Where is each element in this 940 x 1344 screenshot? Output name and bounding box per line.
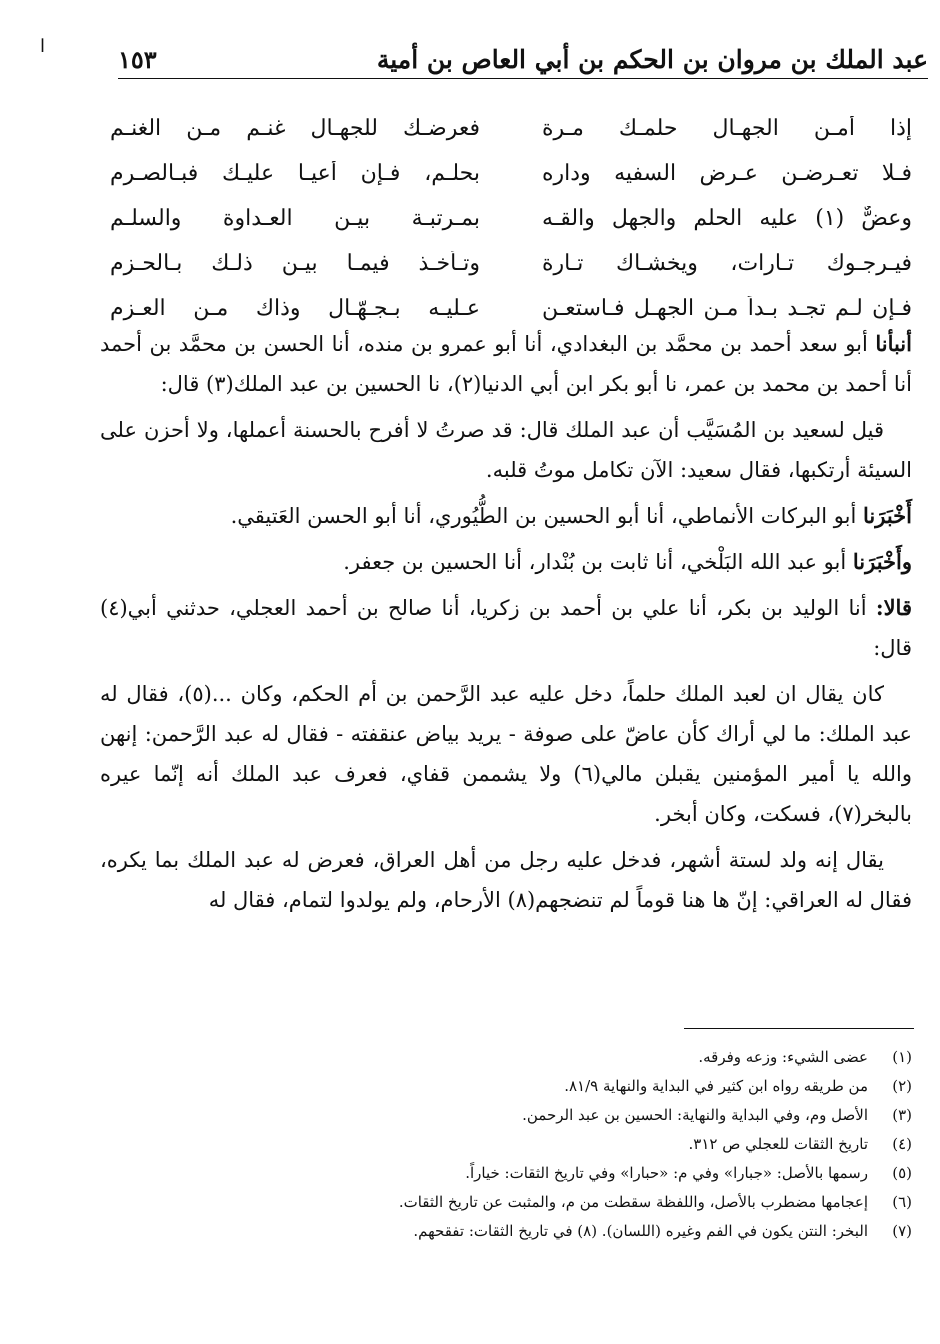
footnote-number: (١) [892,1047,912,1066]
paragraph [100,324,912,404]
verse-left-hemistich: عـليـه بـجـهّـال وذاك مـن العـزم [110,296,480,321]
isnad-lead: وأَخْبَرَنا [852,549,912,574]
verse-right-hemistich: وعضٌّ (١) عليه الحلم والجهل والقـه [542,206,912,231]
poem-verse [110,241,912,286]
verse-right-hemistich: إذا أمـن الجهـال حلمـك مـرة [542,116,912,141]
poem-verse [110,196,912,241]
verse-left-hemistich: بمـرتبـة بيـن العـداوة والسلـم [110,206,480,231]
verse-left-hemistich: وتـأخـذ فيمـا بيـن ذلـك بـالحـزم [110,251,480,276]
footnote-number: (٦) [892,1192,912,1211]
isnad-lead: قالا: [875,595,912,620]
verse-left-hemistich: بحلـم، فـإن أعيـا عليـك فبـالصـرم [110,161,480,186]
paragraph-text: أنا الوليد بن بكر، أنا علي بن أحمد بن زكريا، أنا صالح بن أحمد العجلي، حدثني أبي(٤) قال: [100,596,912,660]
page-number: ١٥٣ [118,45,157,74]
footnote-text: عضى الشيء: وزعه وفرقه. [698,1047,868,1066]
footnote-number: (٤) [892,1134,912,1153]
poem [110,106,912,331]
paragraph-text: يقال إنه ولد لستة أشهر، فدخل عليه رجل من أهل العراق، فعرض له عبد الملك بما يكره، فقال له العراقي: إنّ ها هنا قوماً لم تنضجهم(٨) الأرحام، ولم يولدوا لتمام، فقال له [100,848,912,912]
paragraph-text: أبو سعد أحمد بن محمَّد بن البغدادي، أنا أبو عمرو بن منده، أنا الحسن بن محمَّد بن أحمد أنا أحمد بن محمد بن عمر، نا أبو بكر ابن أبي الدنيا(٢)، نا الحسين بن عبد الملك(٣) قال: [100,332,912,396]
footnote-number: (٥) [892,1163,912,1182]
margin-mark: ا [40,36,46,57]
paragraph-text: أبو البركات الأنماطي، أنا أبو الحسين بن الطُّيُوري، أنا أبو الحسن العَتيقي. [230,504,864,528]
footnote [200,1100,912,1129]
footnote-number: (٧) [892,1221,912,1240]
paragraph-text: كان يقال ان لعبد الملك حلماً، دخل عليه عبد الرَّحمن بن أم الحكم، وكان ...(٥)، فقال له عبد الملك: ما لي أراك كأن عاضّ على صوفة - يريد بياض عنقفته - فقال له عبد الرَّحمن: إنهن والله يا أمير المؤمنين يقبلن مالي(٦) ولا يشممن قفاي، فعرف عبد الملك أنه إنّما عيره بالبخر(٧)، فسكت، وكان أبخر. [100,682,913,826]
footnote-number: (٣) [892,1105,912,1124]
poem-verse [110,106,912,151]
footnote [200,1216,912,1245]
paragraph [100,674,912,834]
running-header [118,30,928,79]
verse-right-hemistich: فيـرجـوك تـارات، ويخشـاك تـارة [542,251,912,276]
footnote [200,1129,912,1158]
paragraph [100,542,912,582]
running-title: عبد الملك بن مروان بن الحكم بن أبي العاص بن أمية [376,45,928,74]
isnad-lead: أنبأنا [875,331,912,356]
paragraph [100,410,912,490]
footnote-text: البخر: النتن يكون في الفم وغيره (اللسان). (٨) في تاريخ الثقات: تفقحهم. [413,1221,868,1240]
footnote-text: من طريقه رواه ابن كثير في البداية والنهاية ٨١/٩. [564,1076,868,1095]
footnote-text: تاريخ الثقات للعجلي ص ٣١٢. [688,1134,868,1153]
footnote-divider [684,1028,914,1029]
footnote [200,1158,912,1187]
paragraph [100,496,912,536]
paragraph-text: قيل لسعيد بن المُسَيَّب أن عبد الملك قال: قد صرتُ لا أفرح بالحسنة أعملها، ولا أحزن على السيئة أرتكبها، فقال سعيد: الآن تكامل موتُ قلبه. [100,418,912,482]
verse-right-hemistich: فـلا تعـرضـن عـرض السفيه وداره [542,161,912,186]
poem-verse [110,151,912,196]
footnote [200,1187,912,1216]
footnote-text: رسمها بالأصل: «جبارا» وفي م: «حبارا» وفي تاريخ الثقات: خياراً. [465,1163,868,1182]
verse-right-hemistich: فـإن لـم تجـد بـداً مـن الجهـل فـاستعـن [542,296,912,321]
verse-left-hemistich: فعرضـك للجهـال غنـم مـن الغنـم [110,116,480,141]
isnad-lead: أَخْبَرَنا [863,503,912,528]
body-text [100,324,912,926]
footnote-number: (٢) [892,1076,912,1095]
paragraph [100,588,912,668]
footnote-text: الأصل وم، وفي البداية والنهاية: الحسين بن عبد الرحمن. [522,1105,868,1124]
paragraph [100,840,912,920]
footnote-text: إعجامها مضطرب بالأصل، واللفظة سقطت من م، والمثبت عن تاريخ الثقات. [398,1192,868,1211]
footnote [200,1071,912,1100]
footnote [200,1042,912,1071]
footnotes [200,1042,912,1245]
paragraph-text: أبو عبد الله البَلْخي، أنا ثابت بن بُنْدار، أنا الحسين بن جعفر. [343,550,853,574]
